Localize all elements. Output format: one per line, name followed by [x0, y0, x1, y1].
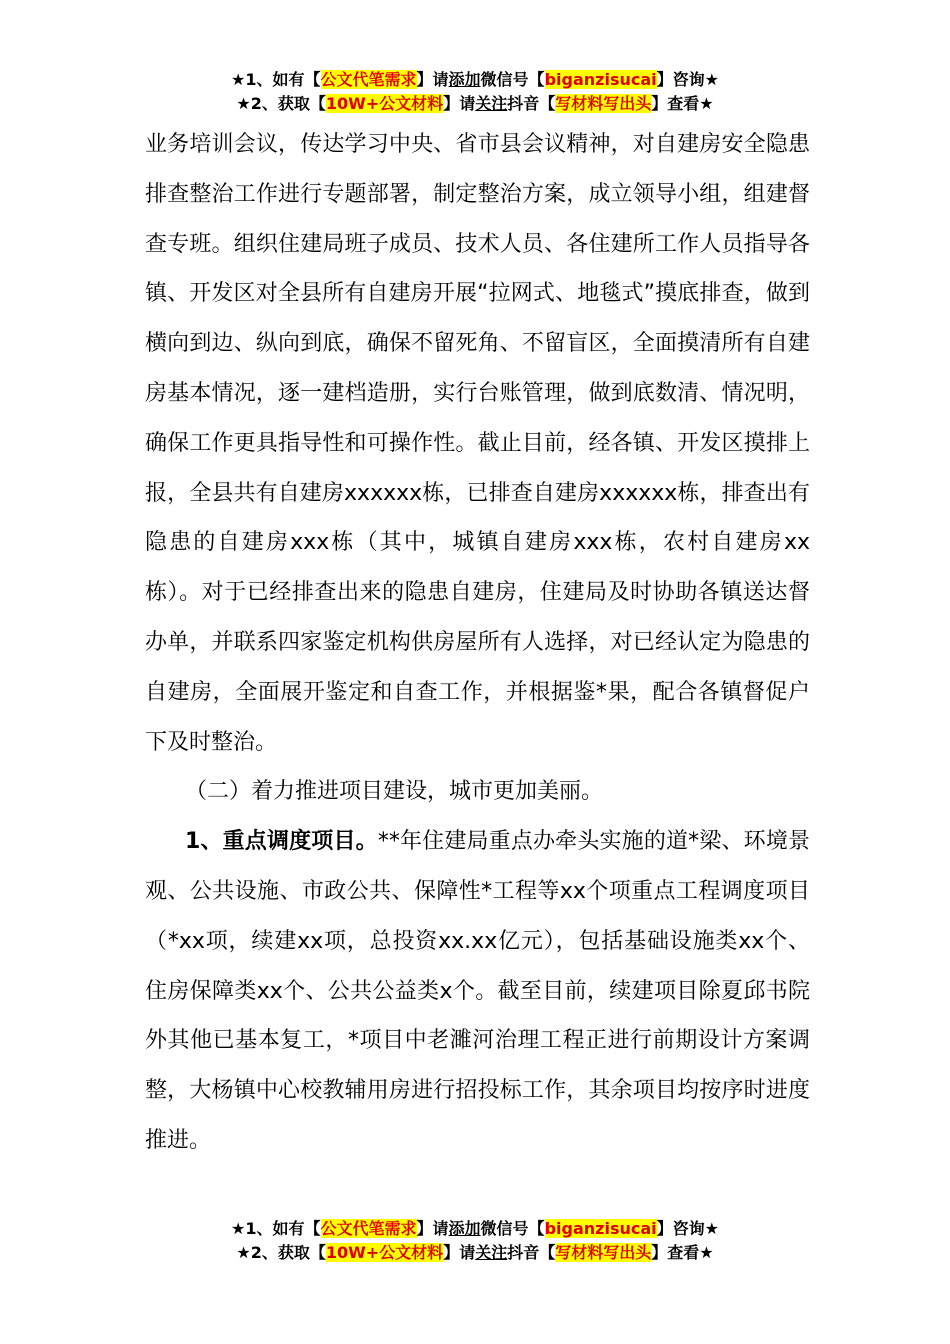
banner-text: 】请 — [443, 94, 476, 113]
paragraph-lead: 1、重点调度项目。 — [185, 829, 378, 855]
banner-text: 抖音【 — [507, 1243, 556, 1262]
banner-highlight: biganzisucai — [544, 70, 657, 89]
banner-underlined: 添加 — [448, 70, 481, 89]
banner-highlight: biganzisucai — [544, 1219, 657, 1238]
banner-line-2 — [0, 1241, 950, 1265]
banner-text: 】查看★ — [651, 1243, 714, 1262]
banner-line-1 — [0, 68, 950, 92]
banner-underlined: 添加 — [448, 1219, 481, 1238]
banner-highlight: 写材料写出头 — [555, 1243, 652, 1262]
banner-highlight: 10W+公文材料 — [325, 1243, 444, 1262]
banner-text: 】咨询★ — [656, 70, 719, 89]
banner-text: ★1、如有【 — [231, 1219, 321, 1238]
banner-text: ★1、如有【 — [231, 70, 321, 89]
header-banner — [0, 68, 950, 116]
banner-text: ★2、获取【 — [236, 1243, 326, 1262]
paragraph-text: **年住建局重点办牵头实施的道*梁、环境景观、公共设施、市政公共、保障性*工程等xx个项重点工程调度项目（*xx项，续建xx项，总投资xx.xx亿元），包括基础设施类xx个、住房保障类xx个、公共公益类x个。截至目前，续建项目除夏邱书院外其他已基本复工，*项目中老濉河治理工程正进行前期设计方案调整，大杨镇中心校教辅用房进行招投标工作，其余项目均按序时进度推进。 — [145, 829, 810, 1153]
banner-highlight: 10W+公文材料 — [325, 94, 444, 113]
banner-text: 微信号【 — [480, 1219, 545, 1238]
banner-highlight: 写材料写出头 — [555, 94, 652, 113]
document-body — [145, 120, 810, 1166]
footer-banner — [0, 1217, 950, 1265]
banner-text: 抖音【 — [507, 94, 556, 113]
banner-underlined: 关注 — [475, 94, 508, 113]
banner-highlight: 公文代笔需求 — [320, 1219, 417, 1238]
banner-text: 微信号【 — [480, 70, 545, 89]
banner-text: 】查看★ — [651, 94, 714, 113]
banner-line-1 — [0, 1217, 950, 1241]
banner-text: ★2、获取【 — [236, 94, 326, 113]
banner-highlight: 公文代笔需求 — [320, 70, 417, 89]
banner-text: 】请 — [443, 1243, 476, 1262]
banner-text: 】请 — [416, 70, 449, 89]
banner-text: 】咨询★ — [656, 1219, 719, 1238]
banner-text: 】请 — [416, 1219, 449, 1238]
section-heading: （二）着力推进项目建设，城市更加美丽。 — [185, 779, 604, 805]
banner-line-2 — [0, 92, 950, 116]
paragraph-1: 业务培训会议，传达学习中央、省市县会议精神，对自建房安全隐患排查整治工作进行专题部署，制定整治方案，成立领导小组，组建督查专班。组织住建局班子成员、技术人员、各住建所工作人员指导各镇、开发区对全县所有自建房开展“拉网式、地毯式”摸底排查，做到横向到边、纵向到底，确保不留死角、不留盲区，全面摸清所有自建房基本情况，逐一建档造册，实行台账管理，做到底数清、情况明，确保工作更具指导性和可操作性。截止目前，经各镇、开发区摸排上报，全县共有自建房xxxxxx栋，已排查自建房xxxxxx栋，排查出有隐患的自建房xxx栋（其中，城镇自建房xxx栋，农村自建房xx栋）。对于已经排查出来的隐患自建房，住建局及时协助各镇送达督办单，并联系四家鉴定机构供房屋所有人选择，对已经认定为隐患的自建房，全面展开鉴定和自查工作，并根据鉴*果，配合各镇督促户下及时整治。 — [145, 132, 810, 755]
paragraph-3 — [145, 817, 810, 1166]
banner-underlined: 关注 — [475, 1243, 508, 1262]
